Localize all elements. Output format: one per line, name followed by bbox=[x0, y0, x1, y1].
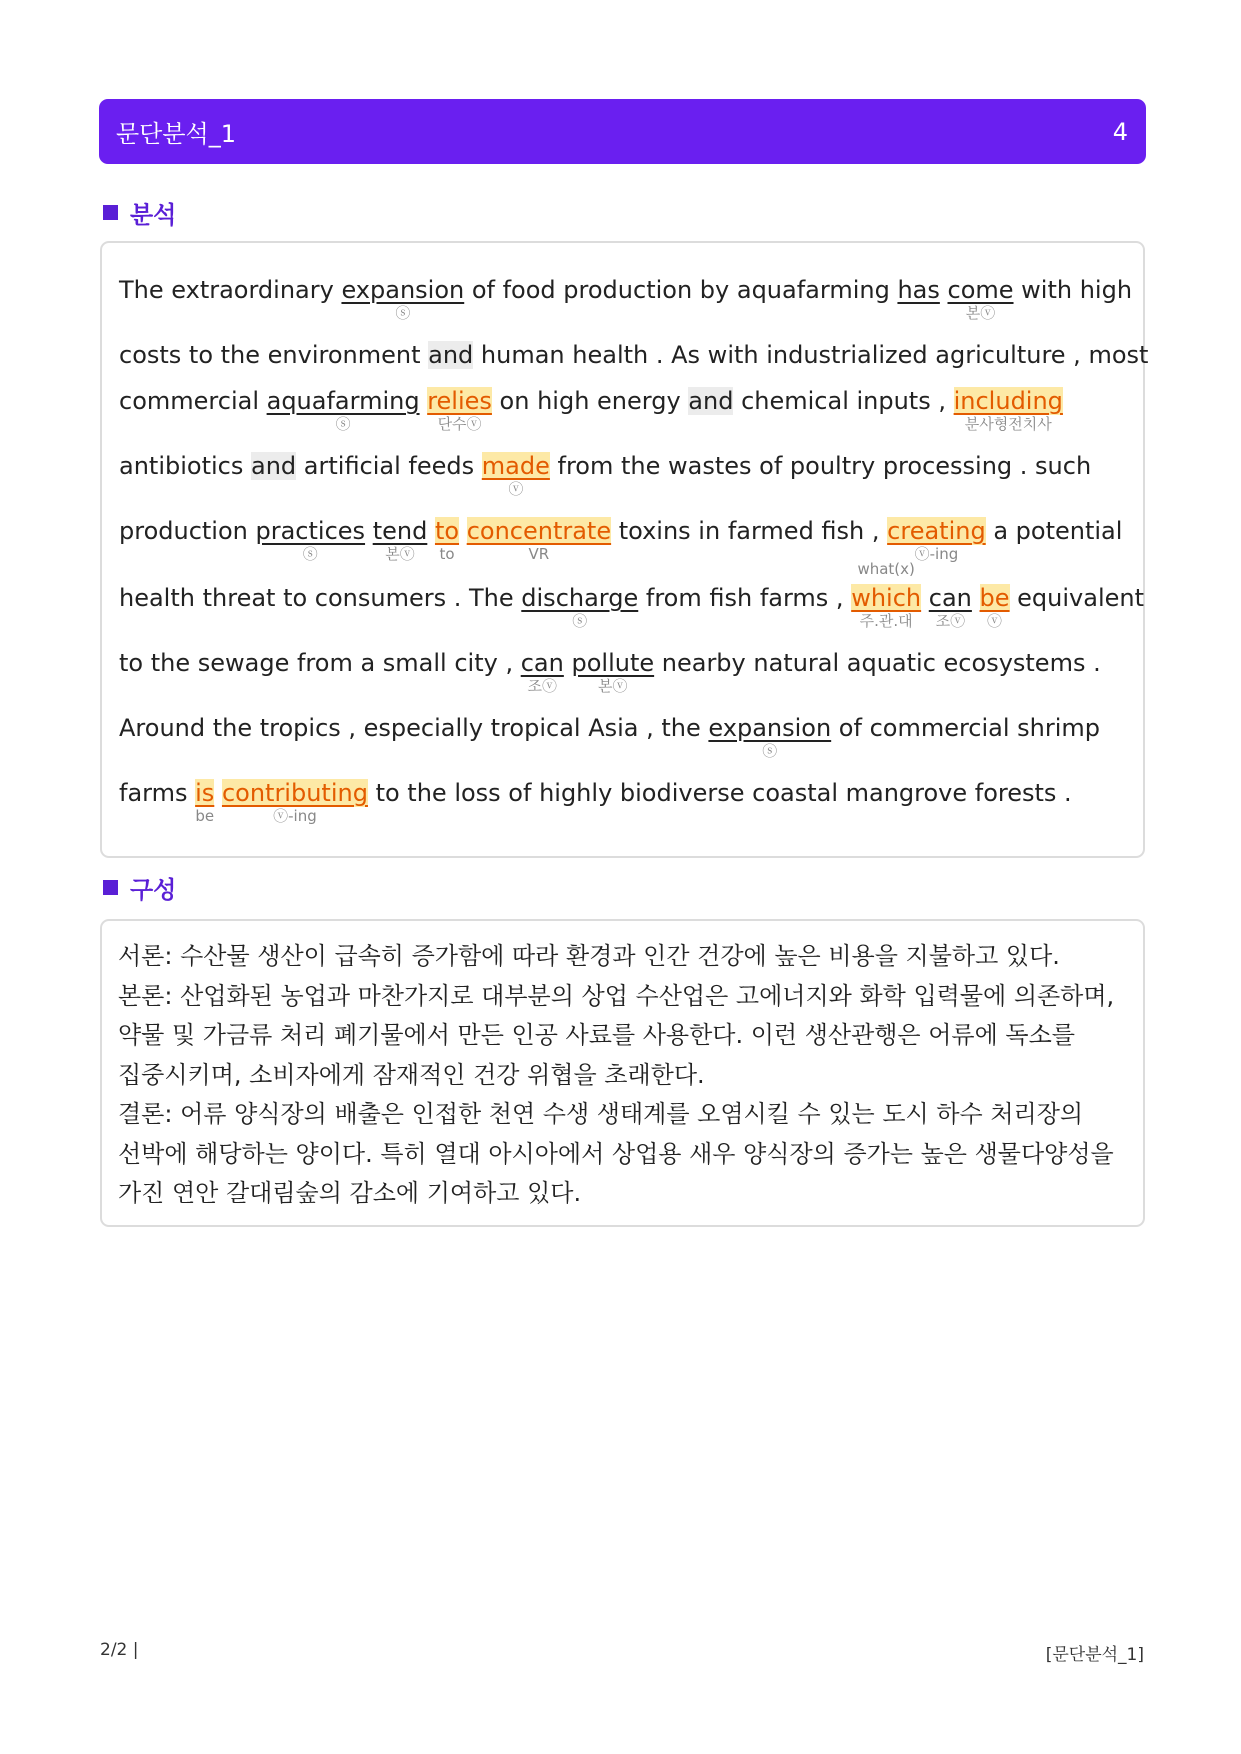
plain-text bbox=[459, 517, 467, 545]
underlined-word: expansion ⓢ bbox=[708, 714, 832, 760]
plain-text: from fish farms , bbox=[638, 584, 852, 612]
plain-text bbox=[214, 779, 222, 807]
analysis-line bbox=[119, 516, 1123, 563]
plain-text bbox=[921, 584, 929, 612]
highlighted-word: is be bbox=[195, 779, 215, 825]
analysis-line bbox=[119, 275, 1133, 322]
plain-text: farms bbox=[119, 779, 196, 807]
grammar-annotation: ⓢ bbox=[302, 545, 318, 563]
plain-text: costs to the environment bbox=[119, 341, 429, 369]
grammar-annotation: 주.관.대 bbox=[859, 612, 913, 630]
structure-line: 가진 연안 갈대림숲의 감소에 기여하고 있다. bbox=[118, 1179, 582, 1207]
analysis-line bbox=[119, 560, 1145, 630]
underlined-word: has bbox=[897, 276, 940, 304]
plain-text bbox=[420, 387, 428, 415]
header-number: 4 bbox=[1112, 117, 1128, 146]
plain-text bbox=[940, 276, 948, 304]
conjunction-word: and bbox=[688, 387, 734, 415]
plain-text: toxins in farmed fish , bbox=[611, 517, 888, 545]
underlined-word: practices ⓢ bbox=[255, 517, 366, 563]
underlined-word: come 본ⓥ bbox=[947, 276, 1014, 322]
structure-line: 서론: 수산물 생산이 급속히 증가함에 따라 환경과 인간 건강에 높은 비용을 지불하고 있다. bbox=[118, 942, 1060, 970]
plain-text: The extraordinary bbox=[119, 276, 342, 304]
underlined-word: tend 본ⓥ bbox=[372, 517, 428, 563]
grammar-annotation: 분사형전치사 bbox=[964, 415, 1052, 433]
plain-text: equivalent bbox=[1009, 584, 1145, 612]
underlined-word: can 조ⓥ bbox=[520, 649, 564, 695]
grammar-annotation: VR bbox=[528, 545, 550, 563]
section-head-analysis bbox=[103, 195, 176, 230]
plain-text: a potential bbox=[985, 517, 1123, 545]
plain-text bbox=[972, 584, 980, 612]
analysis-line bbox=[119, 713, 1101, 760]
plain-text: from the wastes of poultry processing . such bbox=[549, 452, 1092, 480]
header-title: 문단분석_1 bbox=[116, 120, 237, 148]
plain-text bbox=[365, 517, 373, 545]
grammar-annotation: ⓥ-ing bbox=[273, 807, 317, 825]
grammar-annotation: ⓢ bbox=[335, 415, 351, 433]
underlined-word: can 조ⓥ bbox=[928, 584, 972, 630]
grammar-annotation: to bbox=[439, 545, 455, 563]
grammar-annotation: 단수ⓥ bbox=[437, 415, 482, 433]
plain-text: human health . As with industrialized agriculture , most bbox=[473, 341, 1149, 369]
grammar-annotation: be bbox=[195, 807, 215, 825]
plain-text: commercial bbox=[119, 387, 267, 415]
plain-text: with high bbox=[1013, 276, 1133, 304]
highlighted-word: relies 단수ⓥ bbox=[427, 387, 492, 433]
grammar-annotation: ⓥ bbox=[508, 480, 524, 498]
plain-text: health threat to consumers . The bbox=[119, 584, 522, 612]
conjunction-word: and bbox=[428, 341, 474, 369]
grammar-annotation: 본ⓥ bbox=[385, 545, 415, 563]
plain-text: nearby natural aquatic ecosystems . bbox=[654, 649, 1101, 677]
structure-box bbox=[100, 919, 1145, 1227]
underlined-word: expansion ⓢ bbox=[341, 276, 465, 322]
header-bar bbox=[99, 99, 1146, 164]
plain-text bbox=[427, 517, 435, 545]
grammar-annotation: ⓢ bbox=[395, 304, 411, 322]
plain-text: of commercial shrimp bbox=[831, 714, 1101, 742]
structure-paragraph bbox=[118, 937, 1127, 1214]
square-bullet-icon bbox=[103, 880, 118, 895]
structure-line: 선박에 해당하는 양이다. 특히 열대 아시아에서 상업용 새우 양식장의 증가는 높은 생물다양성을 bbox=[118, 1139, 1114, 1168]
footer-page: 2/2 | bbox=[100, 1640, 139, 1660]
plain-text: artificial feeds bbox=[296, 452, 482, 480]
highlighted-word: concentrate VR bbox=[466, 517, 612, 563]
conjunction-word: and bbox=[251, 452, 297, 480]
grammar-annotation: ⓥ bbox=[987, 612, 1003, 630]
highlighted-word: creating ⓥ-ing bbox=[887, 517, 986, 563]
grammar-annotation: ⓢ bbox=[762, 742, 778, 760]
square-bullet-icon bbox=[103, 205, 118, 220]
section-title-analysis: 분석 bbox=[130, 201, 177, 229]
highlighted-word: to to bbox=[434, 517, 460, 563]
structure-line: 본론: 산업화된 농업과 마찬가지로 대부분의 상업 수산업은 고에너지와 화학 입력물에 의존하며, bbox=[118, 981, 1115, 1010]
underlined-word: pollute 본ⓥ bbox=[571, 649, 655, 695]
footer-label: [문단분석_1] bbox=[1045, 1645, 1144, 1665]
grammar-annotation: 조ⓥ bbox=[935, 612, 966, 630]
section-head-structure bbox=[103, 870, 176, 905]
analysis-box bbox=[100, 241, 1149, 858]
highlighted-word: be ⓥ bbox=[979, 584, 1010, 630]
structure-line: 결론: 어류 양식장의 배출은 인접한 천연 수생 생태계를 오염시킬 수 있는 도시 하수 처리장의 bbox=[118, 1100, 1084, 1128]
grammar-annotation-top: what(x) bbox=[857, 560, 915, 578]
plain-text: of food production by aquafarming bbox=[464, 276, 898, 304]
grammar-annotation: ⓢ bbox=[572, 612, 588, 630]
plain-text: to the sewage from a small city , bbox=[119, 649, 521, 677]
underlined-word: discharge ⓢ bbox=[521, 584, 639, 630]
highlighted-word: including 분사형전치사 bbox=[953, 387, 1063, 433]
analysis-line bbox=[119, 778, 1072, 825]
plain-text: on high energy bbox=[491, 387, 689, 415]
grammar-annotation: 본ⓥ bbox=[598, 677, 628, 695]
structure-line: 집중시키며, 소비자에게 잠재적인 건강 위협을 초래한다. bbox=[118, 1060, 705, 1089]
plain-text: antibiotics bbox=[119, 452, 251, 480]
analysis-line bbox=[119, 340, 1148, 370]
structure-line: 약물 및 가금류 처리 폐기물에서 만든 인공 사료를 사용한다. 이런 생산관행은 어류에 독소를 bbox=[118, 1021, 1075, 1049]
grammar-annotation: ⓥ-ing bbox=[914, 545, 959, 563]
analysis-line bbox=[119, 386, 1063, 433]
grammar-annotation: 조ⓥ bbox=[527, 677, 558, 695]
grammar-annotation: 본ⓥ bbox=[965, 304, 996, 322]
underlined-word: aquafarming ⓢ bbox=[266, 387, 420, 433]
highlighted-word: contributing ⓥ-ing bbox=[221, 779, 368, 825]
plain-text: Around the tropics , especially tropical Asia , the bbox=[119, 714, 709, 742]
plain-text: to the loss of highly biodiverse coastal mangrove forests . bbox=[367, 779, 1072, 807]
plain-text bbox=[564, 649, 572, 677]
highlighted-word: which 주.관.대 what(x) bbox=[851, 560, 922, 630]
highlighted-word: made ⓥ bbox=[481, 452, 550, 498]
analysis-line bbox=[119, 648, 1101, 695]
plain-text: chemical inputs , bbox=[733, 387, 954, 415]
analysis-line bbox=[119, 451, 1092, 498]
section-title-structure: 구성 bbox=[130, 876, 177, 904]
plain-text: production bbox=[119, 517, 256, 545]
